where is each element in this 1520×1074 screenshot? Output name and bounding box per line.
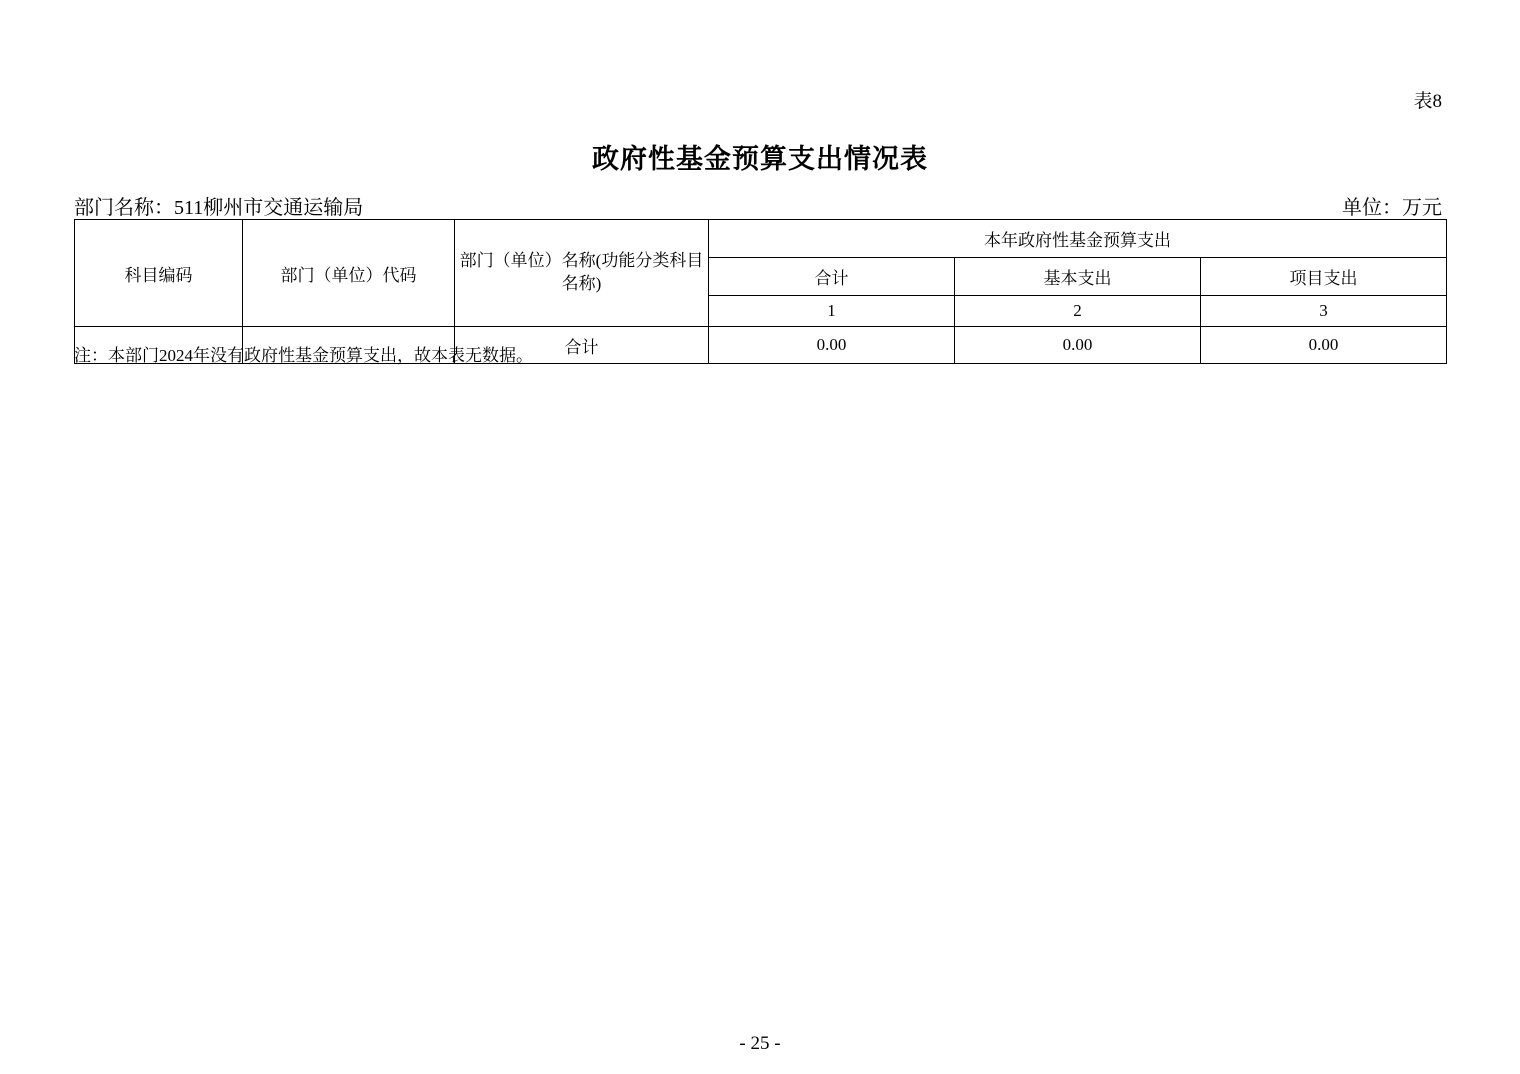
cell-total: 0.00 <box>709 327 955 364</box>
header-basic-expenditure: 基本支出 <box>955 258 1201 296</box>
department-label: 部门名称： <box>74 197 174 219</box>
cell-basic: 0.00 <box>955 327 1201 364</box>
header-number-2: 2 <box>955 296 1201 327</box>
header-total: 合计 <box>709 258 955 296</box>
table-note: 注：本部门2024年没有政府性基金预算支出，故本表无数据。 <box>74 346 533 365</box>
unit-label: 单位：万元 <box>1342 197 1442 219</box>
header-group-current-year: 本年政府性基金预算支出 <box>709 220 1447 258</box>
department-line <box>74 191 363 220</box>
header-subject-code: 科目编码 <box>75 220 243 327</box>
header-dept-name: 部门（单位）名称(功能分类科目名称) <box>455 220 709 327</box>
header-number-1: 1 <box>709 296 955 327</box>
header-dept-code: 部门（单位）代码 <box>243 220 455 327</box>
header-project-expenditure: 项目支出 <box>1201 258 1447 296</box>
department-value: 511柳州市交通运输局 <box>174 197 364 219</box>
page-title: 政府性基金预算支出情况表 <box>592 144 928 175</box>
page-number: - 25 - <box>739 1033 781 1054</box>
cell-project: 0.00 <box>1201 327 1447 364</box>
cell-dept-name: 合计 <box>455 327 709 364</box>
table-number-label: 表8 <box>1413 91 1442 112</box>
header-number-3: 3 <box>1201 296 1447 327</box>
